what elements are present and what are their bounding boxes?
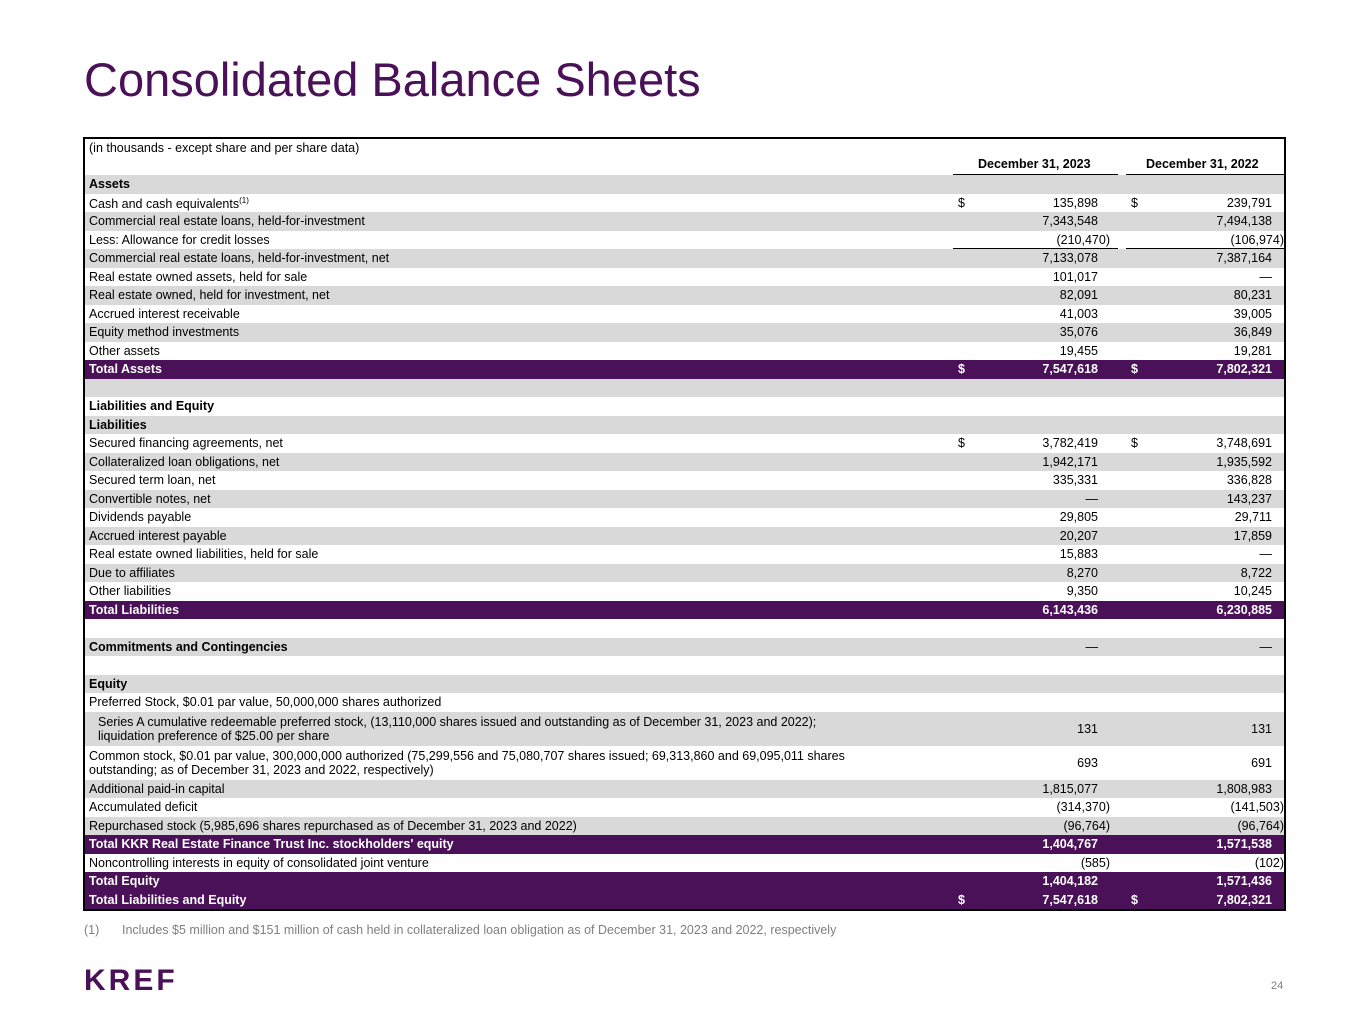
table-header-row xyxy=(85,139,1284,175)
value-2023: 1,942,171 xyxy=(1042,454,1098,469)
footnote-text: Includes $5 million and $151 million of cash held in collateralized loan obligation as of December 31, 2023 and 2022, respectively xyxy=(122,923,837,937)
row-label: Real estate owned, held for investment, net xyxy=(89,288,330,303)
row-label: Preferred Stock, $0.01 par value, 50,000,000 shares authorized xyxy=(89,695,442,710)
row-label: Convertible notes, net xyxy=(89,491,211,506)
column-header-2022: December 31, 2022 xyxy=(1146,157,1259,171)
value-2022: 7,802,321 xyxy=(1216,892,1272,907)
value-2022: 17,859 xyxy=(1233,528,1272,543)
currency-symbol: $ xyxy=(1131,362,1138,377)
row-label: Commercial real estate loans, held-for-investment xyxy=(89,214,365,229)
table-row xyxy=(85,471,1284,490)
table-row xyxy=(85,872,1284,891)
table-row xyxy=(85,798,1284,817)
table-row xyxy=(85,656,1284,675)
table-row xyxy=(85,249,1284,268)
value-2022: 3,748,691 xyxy=(1216,436,1272,451)
table-row xyxy=(85,675,1284,694)
row-label: Total Equity xyxy=(89,874,160,889)
currency-symbol: $ xyxy=(1131,892,1138,907)
table-row xyxy=(85,416,1284,435)
value-2023: 101,017 xyxy=(1052,269,1098,284)
table-row xyxy=(85,891,1284,910)
row-label: Due to affiliates xyxy=(89,565,175,580)
footnote-reference: (1) xyxy=(239,196,249,206)
table-row xyxy=(85,817,1284,836)
row-label: Repurchased stock (5,985,696 shares repurchased as of December 31, 2023 and 2022) xyxy=(89,818,577,833)
currency-symbol: $ xyxy=(1131,195,1138,210)
page-number: 24 xyxy=(1271,980,1284,992)
value-2023: 15,883 xyxy=(1059,547,1098,562)
table-row xyxy=(85,305,1284,324)
value-2023: 19,455 xyxy=(1059,343,1098,358)
value-2022: 1,571,538 xyxy=(1216,837,1272,852)
value-2023: 131 xyxy=(1077,721,1098,736)
table-row xyxy=(85,268,1284,287)
row-label: Accrued interest receivable xyxy=(89,306,240,321)
table-row xyxy=(85,231,1284,250)
value-2022: 39,005 xyxy=(1233,306,1272,321)
value-2023: 7,547,618 xyxy=(1042,362,1098,377)
value-2023: 8,270 xyxy=(1066,565,1098,580)
value-2022: 8,722 xyxy=(1240,565,1272,580)
table-row xyxy=(85,527,1284,546)
table-row xyxy=(85,379,1284,398)
table-row xyxy=(85,780,1284,799)
table-row xyxy=(85,835,1284,854)
table-row xyxy=(85,746,1284,780)
row-label: Real estate owned assets, held for sale xyxy=(89,269,308,284)
value-2023: 9,350 xyxy=(1066,584,1098,599)
value-2023: 3,782,419 xyxy=(1042,436,1098,451)
row-label: Liabilities xyxy=(89,417,147,432)
row-label: Other liabilities xyxy=(89,584,171,599)
table-row xyxy=(85,508,1284,527)
value-2022: 6,230,885 xyxy=(1216,602,1272,617)
value-2022: 1,935,592 xyxy=(1216,454,1272,469)
row-label: Series A cumulative redeemable preferred stock, (13,110,000 shares issued and outstanding as of December 31, 2023 and 2022); liquidation preference of $25.00 per share xyxy=(98,714,817,743)
units-note: (in thousands - except share and per share data) xyxy=(89,141,360,155)
row-label: Liabilities and Equity xyxy=(89,399,215,414)
row-label: Other assets xyxy=(89,343,160,358)
value-2022: 10,245 xyxy=(1233,584,1272,599)
row-label: Less: Allowance for credit losses xyxy=(89,232,270,247)
row-label: Total Liabilities xyxy=(89,602,180,617)
value-2022: (106,974) xyxy=(1230,232,1284,247)
row-label: Secured financing agreements, net xyxy=(89,436,283,451)
footnote-mark: (1) xyxy=(84,923,100,937)
table-row xyxy=(85,453,1284,472)
footnote xyxy=(84,923,836,937)
value-2022: 7,387,164 xyxy=(1216,251,1272,266)
value-2023: 693 xyxy=(1077,755,1098,770)
row-label: Commercial real estate loans, held-for-investment, net xyxy=(89,251,390,266)
row-label: Total KKR Real Estate Finance Trust Inc. stockholders' equity xyxy=(89,837,454,852)
table-row xyxy=(85,712,1284,746)
table-body xyxy=(85,175,1284,909)
row-label: Noncontrolling interests in equity of consolidated joint venture xyxy=(89,855,429,870)
value-2022: 131 xyxy=(1251,721,1272,736)
value-2022: 7,494,138 xyxy=(1216,214,1272,229)
currency-symbol: $ xyxy=(958,362,965,377)
kref-logo: KREF xyxy=(84,964,178,997)
table-row xyxy=(85,582,1284,601)
table-row xyxy=(85,212,1284,231)
row-label: Equity method investments xyxy=(89,325,240,340)
value-2023: 35,076 xyxy=(1059,325,1098,340)
row-label: Equity xyxy=(89,676,128,691)
value-2022: (96,764) xyxy=(1237,818,1284,833)
value-2023: 41,003 xyxy=(1059,306,1098,321)
value-2023: (210,470) xyxy=(1056,232,1110,247)
value-2022: 80,231 xyxy=(1233,288,1272,303)
value-2023: (585) xyxy=(1080,855,1110,870)
value-2023: 7,547,618 xyxy=(1042,892,1098,907)
value-2023: 6,143,436 xyxy=(1042,602,1098,617)
value-2023: 1,815,077 xyxy=(1042,781,1098,796)
value-2023: 135,898 xyxy=(1052,195,1098,210)
value-2023: 335,331 xyxy=(1052,473,1098,488)
value-2023: 20,207 xyxy=(1059,528,1098,543)
value-2023: 1,404,182 xyxy=(1042,874,1098,889)
row-label: Dividends payable xyxy=(89,510,192,525)
row-label: Real estate owned liabilities, held for sale xyxy=(89,547,319,562)
currency-symbol: $ xyxy=(958,436,965,451)
value-2023: 1,404,767 xyxy=(1042,837,1098,852)
value-2022: (141,503) xyxy=(1230,800,1284,815)
value-2022: 1,571,436 xyxy=(1216,874,1272,889)
row-label: Secured term loan, net xyxy=(89,473,216,488)
row-label: Additional paid-in capital xyxy=(89,781,225,796)
table-row xyxy=(85,194,1284,213)
value-2023: 7,133,078 xyxy=(1042,251,1098,266)
value-2023: 29,805 xyxy=(1059,510,1098,525)
value-2022: 19,281 xyxy=(1233,343,1272,358)
value-2022: 239,791 xyxy=(1226,195,1272,210)
row-label: Collateralized loan obligations, net xyxy=(89,454,280,469)
value-2022: 1,808,983 xyxy=(1216,781,1272,796)
value-2022: — xyxy=(1259,547,1272,562)
row-label: Accumulated deficit xyxy=(89,800,198,815)
value-2023: (96,764) xyxy=(1063,818,1110,833)
table-row xyxy=(85,342,1284,361)
value-2023: (314,370) xyxy=(1056,800,1110,815)
currency-symbol: $ xyxy=(958,195,965,210)
value-2022: 36,849 xyxy=(1233,325,1272,340)
currency-symbol: $ xyxy=(1131,436,1138,451)
value-2022: 336,828 xyxy=(1226,473,1272,488)
value-2023: 82,091 xyxy=(1059,288,1098,303)
value-2023: 7,343,548 xyxy=(1042,214,1098,229)
row-label: Total Assets xyxy=(89,362,162,377)
value-2023: — xyxy=(1085,491,1098,506)
value-2023: — xyxy=(1085,639,1098,654)
column-header-2023: December 31, 2023 xyxy=(978,157,1091,171)
value-2022: — xyxy=(1259,269,1272,284)
row-label: Total Liabilities and Equity xyxy=(89,892,247,907)
table-row xyxy=(85,638,1284,657)
row-label: Assets xyxy=(89,177,130,192)
value-2022: — xyxy=(1259,639,1272,654)
table-row xyxy=(85,434,1284,453)
row-label: Cash and cash equivalents$^{(1)}$ xyxy=(89,196,249,212)
row-label: Accrued interest payable xyxy=(89,528,227,543)
table-row xyxy=(85,545,1284,564)
table-row xyxy=(85,286,1284,305)
table-row xyxy=(85,490,1284,509)
table-row xyxy=(85,397,1284,416)
table-row xyxy=(85,564,1284,583)
table-row xyxy=(85,175,1284,194)
table-row xyxy=(85,619,1284,638)
table-row xyxy=(85,693,1284,712)
value-2022: 691 xyxy=(1251,755,1272,770)
currency-symbol: $ xyxy=(958,892,965,907)
table-row xyxy=(85,360,1284,379)
table-row xyxy=(85,323,1284,342)
page-title: Consolidated Balance Sheets xyxy=(84,53,701,106)
balance-sheet-table xyxy=(83,137,1286,911)
row-label: Commitments and Contingencies xyxy=(89,639,288,654)
value-2022: (102) xyxy=(1254,855,1284,870)
value-2022: 7,802,321 xyxy=(1216,362,1272,377)
table-row xyxy=(85,854,1284,873)
table-row xyxy=(85,601,1284,620)
row-label: Common stock, $0.01 par value, 300,000,000 authorized (75,299,556 and 75,080,707 shares issued; 69,313,860 and 69,095,011 shares outstanding; as of December 31, 2023 and 2022, respectively) xyxy=(89,748,845,777)
value-2022: 29,711 xyxy=(1234,510,1272,525)
value-2022: 143,237 xyxy=(1226,491,1272,506)
